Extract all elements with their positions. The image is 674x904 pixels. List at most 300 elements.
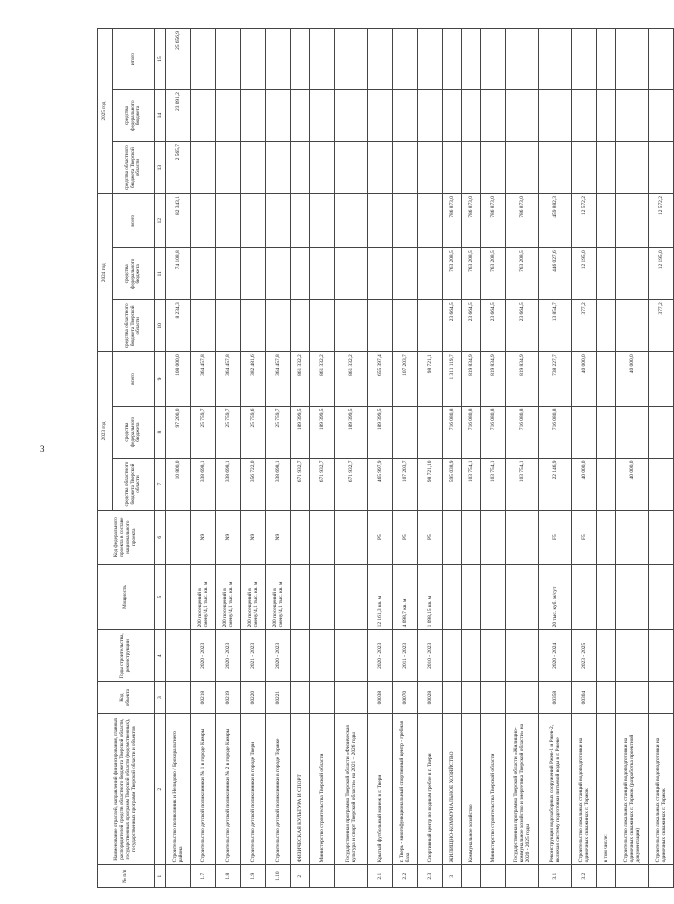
table-cell-v7: 356 722,0	[241, 458, 266, 510]
table-cell-v7: 40 000,0	[616, 458, 649, 510]
table-row	[241, 29, 266, 888]
construction-budget-table	[97, 28, 674, 888]
table-cell-v7: 671 932,7	[335, 458, 368, 510]
table-cell-cap	[291, 564, 310, 630]
table-cell-name: г. Тверь - многофункциональный спортивный центр - гребная база	[393, 713, 418, 864]
header-total-2024: всего	[113, 194, 155, 248]
table-cell-cap	[506, 564, 539, 630]
table-cell-v15	[572, 29, 597, 90]
table-cell-v10	[597, 300, 616, 352]
table-cell-years	[649, 630, 674, 682]
table-cell-v10	[616, 300, 649, 352]
table-cell-v8: 189 399,5	[335, 406, 368, 458]
table-cell-v9: 364 457,8	[216, 352, 241, 406]
table-cell-v15	[266, 29, 291, 90]
table-cell-v9: 738 227,7	[539, 352, 572, 406]
table-cell-v8: 97 200,0	[166, 406, 191, 458]
header-regional-2023: средства областного бюджета Тверской области	[113, 458, 155, 510]
table-cell-v10	[266, 300, 291, 352]
table-cell-code: 00358	[539, 682, 572, 714]
table-cell-v8: 716 080,8	[539, 406, 572, 458]
table-cell-v15	[443, 29, 462, 90]
header-years: Годы строительства, реконструкции	[98, 630, 155, 682]
table-cell-v9	[649, 352, 674, 406]
table-cell-v15	[418, 29, 443, 90]
table-cell-v12	[335, 194, 368, 248]
table-cell-no: 3.1	[539, 865, 572, 888]
table-cell-v9	[597, 352, 616, 406]
page-number: 3	[40, 444, 45, 454]
table-cell-v10	[368, 300, 393, 352]
table-cell-fed: N9	[216, 510, 241, 564]
table-cell-years: 2011 - 2023	[393, 630, 418, 682]
table-row	[506, 29, 539, 888]
table-cell-v11	[393, 248, 418, 300]
header-federal-2023: средства федерального бюджета	[113, 406, 155, 458]
table-cell-v8: 716 080,8	[506, 406, 539, 458]
table-cell-years: 2020 - 2024	[539, 630, 572, 682]
table-cell-v9: 40 000,0	[616, 352, 649, 406]
header-federal-2024: средства федерального бюджета	[113, 248, 155, 300]
table-cell-code: 00070	[393, 682, 418, 714]
table-cell-v15	[649, 29, 674, 90]
table-cell-v14	[191, 90, 216, 142]
table-cell-code	[649, 682, 674, 714]
table-cell-fed: N9	[241, 510, 266, 564]
column-number: 8	[155, 406, 166, 458]
table-cell-v14	[216, 90, 241, 142]
table-cell-v8	[597, 406, 616, 458]
table-cell-v15	[393, 29, 418, 90]
table-cell-v15	[291, 29, 310, 90]
table-cell-v7: 338 698,1	[216, 458, 241, 510]
table-cell-v7: 10 800,0	[166, 458, 191, 510]
table-cell-no: 1.10	[266, 865, 291, 888]
table-cell-code	[462, 682, 481, 714]
table-cell-fed	[310, 510, 335, 564]
table-cell-v13	[539, 142, 572, 194]
table-cell-name: Строительство локальных станций водоподготовки на одиночных скважинах г. Торжок	[649, 713, 674, 864]
table-cell-no	[597, 865, 616, 888]
table-cell-v13	[616, 142, 649, 194]
table-cell-no: 1.7	[191, 865, 216, 888]
table-cell-v8	[649, 406, 674, 458]
table-row	[166, 29, 191, 888]
table-cell-v8	[616, 406, 649, 458]
table-row	[462, 29, 481, 888]
table-cell-code: 00304	[572, 682, 597, 714]
table-cell-v14: 23 091,2	[166, 90, 191, 142]
table-cell-v11: 763 208,5	[506, 248, 539, 300]
table-cell-v13	[393, 142, 418, 194]
table-cell-cap: 200 посещений в смену/4,1 тыс. кв. м	[266, 564, 291, 630]
table-cell-v13	[443, 142, 462, 194]
table-row	[572, 29, 597, 888]
table-cell-v11	[335, 248, 368, 300]
header-2025: 2025 год	[98, 29, 113, 194]
table-cell-name: Строительство поликлиник и Нелидово / Брохоральтнего района	[166, 713, 191, 864]
table-cell-v15	[216, 29, 241, 90]
table-cell-v11: 74 108,8	[166, 248, 191, 300]
table-cell-v13	[462, 142, 481, 194]
table-cell-code	[481, 682, 506, 714]
column-number: 3	[155, 682, 166, 714]
table-cell-v12	[266, 194, 291, 248]
table-cell-cap	[572, 564, 597, 630]
table-cell-no	[462, 865, 481, 888]
table-cell-name: Строительство детской поликлиники в городе Торжке	[266, 713, 291, 864]
table-cell-v14	[506, 90, 539, 142]
table-cell-v10	[310, 300, 335, 352]
table-cell-v7: 103 754,1	[506, 458, 539, 510]
table-cell-v10: 23 664,5	[481, 300, 506, 352]
table-cell-v12: 786 873,0	[462, 194, 481, 248]
table-cell-v12	[393, 194, 418, 248]
table-cell-v8: 716 080,8	[481, 406, 506, 458]
table-cell-v11	[241, 248, 266, 300]
table-cell-no	[649, 865, 674, 888]
table-cell-v8: 25 759,7	[191, 406, 216, 458]
table-cell-name: Коммунальное хозяйство	[462, 713, 481, 864]
table-cell-name: Строительство локальных станций водоподготовки на одиночных скважинах г. Торжок (разработка проектной документации)	[616, 713, 649, 864]
table-cell-name: Министерство строительства Тверской области	[481, 713, 506, 864]
table-cell-v11: 763 208,5	[443, 248, 462, 300]
table-row	[291, 29, 310, 888]
table-cell-v9: 861 332,2	[335, 352, 368, 406]
table-cell-code	[310, 682, 335, 714]
table-cell-years	[597, 630, 616, 682]
table-row	[216, 29, 241, 888]
table-cell-years: 2020 - 2023	[191, 630, 216, 682]
table-cell-v14	[481, 90, 506, 142]
table-cell-v9: 1 311 119,7	[443, 352, 462, 406]
table-cell-fed: F5	[539, 510, 572, 564]
table-cell-cap: 200 посещений в смену/4,1 тыс. кв. м	[241, 564, 266, 630]
table-cell-v9: 819 834,9	[462, 352, 481, 406]
header-total-2023: всего	[113, 352, 155, 406]
table-cell-v10	[191, 300, 216, 352]
table-cell-v14	[266, 90, 291, 142]
column-number: 4	[155, 630, 166, 682]
table-cell-no: 2.1	[368, 865, 393, 888]
table-cell-no: 3.2	[572, 865, 597, 888]
column-number: 11	[155, 248, 166, 300]
table-cell-no: 1.9	[241, 865, 266, 888]
table-cell-v11	[266, 248, 291, 300]
table-cell-fed: N9	[266, 510, 291, 564]
table-cell-no: 1.8	[216, 865, 241, 888]
header-itogo-2025: итого	[113, 29, 155, 90]
table-cell-v7: 338 698,1	[266, 458, 291, 510]
table-cell-v13	[241, 142, 266, 194]
table-cell-code	[506, 682, 539, 714]
table-cell-fed	[335, 510, 368, 564]
table-cell-v9: 655 397,4	[368, 352, 393, 406]
column-number: 1	[155, 865, 166, 888]
table-row	[418, 29, 443, 888]
table-cell-v12: 459 882,3	[539, 194, 572, 248]
table-cell-v10: 23 664,5	[462, 300, 481, 352]
table-cell-v10	[335, 300, 368, 352]
table-cell-v14	[597, 90, 616, 142]
table-row	[310, 29, 335, 888]
table-cell-v11	[418, 248, 443, 300]
table-cell-no	[310, 865, 335, 888]
table-cell-code: 00038	[368, 682, 393, 714]
table-cell-v9: 40 000,0	[572, 352, 597, 406]
table-row	[266, 29, 291, 888]
table-cell-fed: N9	[191, 510, 216, 564]
table-cell-v15	[506, 29, 539, 90]
table-cell-v14	[616, 90, 649, 142]
table-cell-v14	[335, 90, 368, 142]
table-cell-code	[335, 682, 368, 714]
header-2023: 2023 год	[98, 352, 113, 510]
table-cell-v12: 786 873,0	[443, 194, 462, 248]
table-cell-v13	[216, 142, 241, 194]
table-cell-code: 00218	[191, 682, 216, 714]
table-cell-code	[291, 682, 310, 714]
table-cell-name: Государственная программа Тверской области «Физическая культура и спорт Тверской области» на 2021 – 2026 годы	[335, 713, 368, 864]
table-row	[481, 29, 506, 888]
table-cell-v13	[266, 142, 291, 194]
table-cell-v9: 364 457,8	[266, 352, 291, 406]
table-cell-cap	[481, 564, 506, 630]
table-cell-cap: 200 посещений в смену/4,1 тыс. кв. м	[216, 564, 241, 630]
column-number: 6	[155, 510, 166, 564]
table-cell-v8: 189 399,5	[291, 406, 310, 458]
table-cell-code: 00028	[418, 682, 443, 714]
table-cell-fed: F5	[572, 510, 597, 564]
table-row	[191, 29, 216, 888]
table-cell-name: Министерство строительства Тверской области	[310, 713, 335, 864]
header-regional-2025: средства областного бюджета Тверской области	[113, 142, 155, 194]
table-cell-v14	[393, 90, 418, 142]
table-cell-v13	[310, 142, 335, 194]
table-row	[649, 29, 674, 888]
table-cell-v9: 108 000,0	[166, 352, 191, 406]
column-number: 14	[155, 90, 166, 142]
table-cell-name: ЖИЛИЩНО-КОММУНАЛЬНОЕ ХОЗЯЙСТВО	[443, 713, 462, 864]
table-cell-v14	[539, 90, 572, 142]
table-cell-v12	[291, 194, 310, 248]
table-cell-name: Государственная программа Тверской области «Жилищно-коммунальное хозяйство и энергетика Тверской области» на 2020 - 2025 годы	[506, 713, 539, 864]
table-cell-v7: 98 721,10	[418, 458, 443, 510]
table-cell-cap: 200 посещений в смену/4,1 тыс. кв. м	[191, 564, 216, 630]
table-cell-no	[166, 865, 191, 888]
table-cell-v13	[368, 142, 393, 194]
table-cell-v10: 13 854,7	[539, 300, 572, 352]
table-cell-v11	[291, 248, 310, 300]
table-cell-cap	[616, 564, 649, 630]
table-cell-no	[506, 865, 539, 888]
table-cell-v12	[597, 194, 616, 248]
table-cell-v13: 2 565,7	[166, 142, 191, 194]
header-capacity: Мощность	[98, 564, 155, 630]
table-cell-v7: 465 997,9	[368, 458, 393, 510]
table-cell-code	[443, 682, 462, 714]
table-cell-v15	[481, 29, 506, 90]
table-cell-v12	[191, 194, 216, 248]
column-number: 2	[155, 713, 166, 864]
table-cell-v14	[443, 90, 462, 142]
table-row	[539, 29, 572, 888]
table-cell-v11: 12 195,0	[649, 248, 674, 300]
table-row	[393, 29, 418, 888]
table-cell-no	[616, 865, 649, 888]
table-cell-v11	[368, 248, 393, 300]
header-federal-2025: средства федерального бюджета	[113, 90, 155, 142]
table-cell-v7: 107 203,7	[393, 458, 418, 510]
table-cell-years	[335, 630, 368, 682]
table-cell-fed	[462, 510, 481, 564]
header-fed-code: Код федерального проекта в составе национального проекта	[98, 510, 155, 564]
table-cell-v10	[291, 300, 310, 352]
table-cell-cap: 4 098,7 кв. м	[393, 564, 418, 630]
table-cell-v10: 23 664,5	[506, 300, 539, 352]
table-cell-code	[616, 682, 649, 714]
table-cell-name: Строительство детской поликлиники в городе Твери	[241, 713, 266, 864]
table-cell-fed	[481, 510, 506, 564]
table-cell-v11	[310, 248, 335, 300]
table-cell-v8: 716 080,8	[462, 406, 481, 458]
table-cell-code: 00219	[216, 682, 241, 714]
table-cell-cap: 20 тыс. куб. м/сут	[539, 564, 572, 630]
table-cell-cap: 1 098,15 кв. м	[418, 564, 443, 630]
table-cell-v14	[418, 90, 443, 142]
table-cell-years	[506, 630, 539, 682]
table-cell-v7: 40 000,0	[572, 458, 597, 510]
table-cell-name: Строительство детской поликлиники № 2 в городе Кимры	[216, 713, 241, 864]
table-cell-no: 2	[291, 865, 310, 888]
table-row	[597, 29, 616, 888]
table-cell-v7: 22 146,9	[539, 458, 572, 510]
table-row	[335, 29, 368, 888]
table-cell-v14	[368, 90, 393, 142]
table-cell-name: Строительство локальных станций водоподготовки на одиночных скважинах г. Торжок	[572, 713, 597, 864]
table-cell-v12: 12 572,2	[572, 194, 597, 248]
table-cell-years	[166, 630, 191, 682]
table-cell-v10: 377,2	[572, 300, 597, 352]
table-cell-v12: 82 343,1	[166, 194, 191, 248]
table-cell-v15	[462, 29, 481, 90]
table-cell-v14	[310, 90, 335, 142]
table-cell-fed: P5	[393, 510, 418, 564]
table-cell-fed	[616, 510, 649, 564]
table-cell-v12: 786 873,0	[481, 194, 506, 248]
table-cell-v8: 189 399,5	[310, 406, 335, 458]
table-cell-years	[481, 630, 506, 682]
table-cell-years: 2023 - 2025	[572, 630, 597, 682]
table-cell-v9: 861 332,2	[291, 352, 310, 406]
table-cell-cap	[597, 564, 616, 630]
table-cell-years	[443, 630, 462, 682]
table-cell-v12	[310, 194, 335, 248]
table-cell-v14	[572, 90, 597, 142]
table-cell-v12	[418, 194, 443, 248]
table-cell-v14	[241, 90, 266, 142]
table-cell-no: 2.3	[418, 865, 443, 888]
table-cell-v15	[539, 29, 572, 90]
table-cell-fed	[443, 510, 462, 564]
column-number: 10	[155, 300, 166, 352]
table-cell-code	[597, 682, 616, 714]
table-cell-v11: 446 027,6	[539, 248, 572, 300]
table-cell-v13	[418, 142, 443, 194]
table-cell-fed	[166, 510, 191, 564]
table-cell-no	[481, 865, 506, 888]
table-cell-v9: 98 721,1	[418, 352, 443, 406]
table-cell-fed	[649, 510, 674, 564]
column-number: 7	[155, 458, 166, 510]
table-cell-years	[616, 630, 649, 682]
table-cell-v9: 107 203,7	[393, 352, 418, 406]
table-cell-v15	[335, 29, 368, 90]
table-cell-v11: 12 195,0	[572, 248, 597, 300]
table-cell-cap	[462, 564, 481, 630]
table-cell-name: Крытый футбольный манеж в г. Твери	[368, 713, 393, 864]
rotated-table-page	[97, 28, 667, 888]
table-cell-fed: P5	[418, 510, 443, 564]
table-cell-v8: 189 399,5	[368, 406, 393, 458]
column-number-row	[155, 29, 166, 888]
table-cell-v11	[616, 248, 649, 300]
table-cell-v13	[291, 142, 310, 194]
column-number: 15	[155, 29, 166, 90]
table-cell-v8: 25 759,7	[216, 406, 241, 458]
table-cell-v8: 716 080,8	[443, 406, 462, 458]
table-cell-v9: 364 457,8	[191, 352, 216, 406]
table-cell-v8: 25 759,7	[266, 406, 291, 458]
table-cell-v10: 377,2	[649, 300, 674, 352]
table-cell-v8: 25 759,6	[241, 406, 266, 458]
table-cell-fed	[597, 510, 616, 564]
table-cell-years: 2010 - 2023	[418, 630, 443, 682]
table-cell-v15: 25 656,9	[166, 29, 191, 90]
table-cell-years: 2020 - 2023	[368, 630, 393, 682]
table-cell-cap	[649, 564, 674, 630]
column-number: 5	[155, 564, 166, 630]
table-cell-v10	[393, 300, 418, 352]
table-cell-v12	[216, 194, 241, 248]
table-cell-name: Спортивный центр по водным гребле в г. Твери	[418, 713, 443, 864]
table-cell-years: 2020 - 2023	[216, 630, 241, 682]
table-cell-v12: 12 572,2	[649, 194, 674, 248]
table-row	[368, 29, 393, 888]
table-cell-v14	[462, 90, 481, 142]
header-code: Код объекта	[98, 682, 155, 714]
table-cell-v13	[649, 142, 674, 194]
table-cell-v12	[368, 194, 393, 248]
table-cell-v11	[597, 248, 616, 300]
table-cell-v12	[616, 194, 649, 248]
table-cell-cap	[443, 564, 462, 630]
table-cell-v13	[335, 142, 368, 194]
header-num: № п/п	[98, 865, 155, 888]
table-cell-no	[335, 865, 368, 888]
table-cell-years	[462, 630, 481, 682]
table-cell-no: 2.2	[393, 865, 418, 888]
table-cell-v7: 671 932,7	[291, 458, 310, 510]
table-cell-name: в том числе:	[597, 713, 616, 864]
table-cell-v11: 763 208,5	[481, 248, 506, 300]
table-cell-v8	[572, 406, 597, 458]
table-cell-v14	[291, 90, 310, 142]
table-cell-v11	[191, 248, 216, 300]
table-cell-v7	[649, 458, 674, 510]
table-cell-v11: 763 208,5	[462, 248, 481, 300]
column-number: 9	[155, 352, 166, 406]
